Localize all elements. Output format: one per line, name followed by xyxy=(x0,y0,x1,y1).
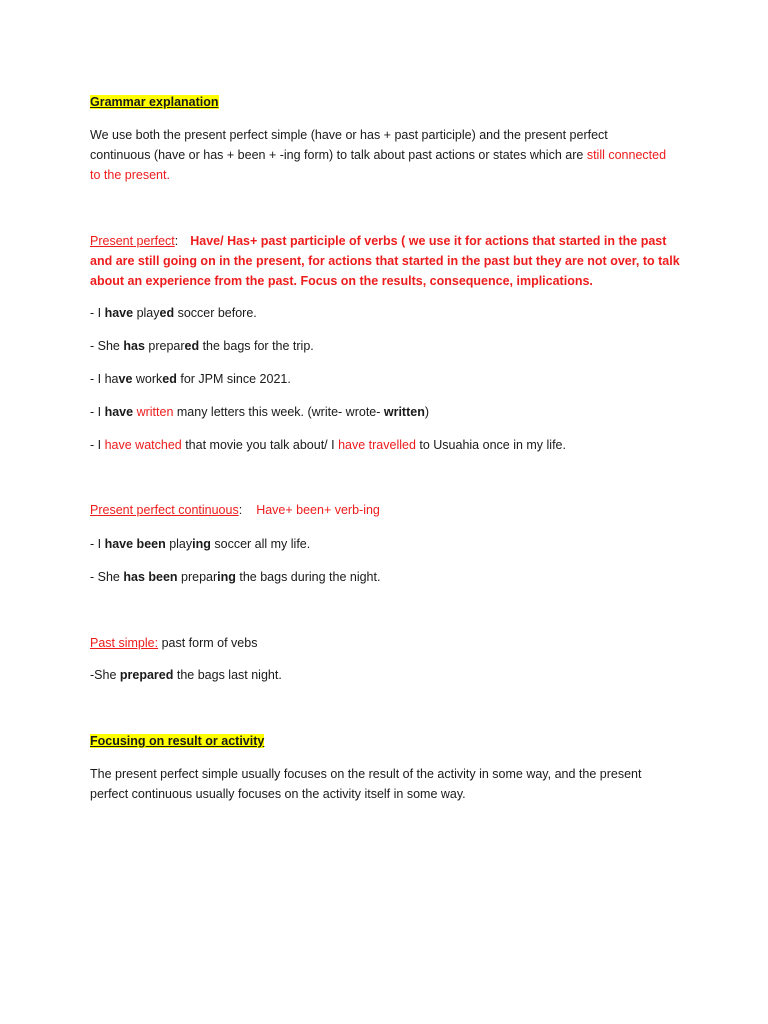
text: to Usuahia once in my life. xyxy=(415,438,566,452)
text: the bags last night. xyxy=(173,668,282,682)
text: - She xyxy=(90,339,124,353)
ppc-example-1 xyxy=(90,534,310,554)
text: soccer all my life. xyxy=(210,537,311,551)
present-perfect-continuous-definition xyxy=(90,500,380,520)
text: - I xyxy=(90,438,105,452)
aux-verb: has xyxy=(123,339,145,353)
intro-line-3: to the present. xyxy=(90,168,170,182)
suffix: ed xyxy=(159,306,175,320)
heading-text: Focusing on result or activity xyxy=(90,734,265,748)
text: -She xyxy=(90,668,120,682)
intro-text: continuous (have or has + been + -ing form) to talk about past actions or states which are xyxy=(90,148,587,162)
participle-bold: written xyxy=(383,405,425,419)
heading-grammar-explanation xyxy=(90,92,219,112)
text: that movie you talk about/ I xyxy=(181,438,339,452)
text: - I ha xyxy=(90,372,119,386)
text: - She xyxy=(90,570,124,584)
text: many letters this week. (write- wrote- xyxy=(173,405,384,419)
suffix: ed xyxy=(184,339,200,353)
aux-verb: ve xyxy=(118,372,133,386)
colon: : xyxy=(174,234,179,248)
present-perfect-definition-3: about an experience from the past. Focus on the results, consequence, implications. xyxy=(90,274,593,288)
past-simple-label: Past simple: xyxy=(90,636,159,650)
ppc-def: Have+ been+ verb-ing xyxy=(256,503,380,517)
pp-example-4 xyxy=(90,402,429,422)
ppc-example-2 xyxy=(90,567,380,587)
past-simple-example xyxy=(90,665,282,685)
present-perfect-label: Present perfect xyxy=(90,234,175,248)
present-perfect-def: Have/ Has+ past participle of verbs ( we use it for actions that started in the past xyxy=(190,234,667,248)
focus-line-2: perfect continuous usually focuses on the activity itself in some way. xyxy=(90,787,466,801)
text: for JPM since 2021. xyxy=(176,372,291,386)
text: - I xyxy=(90,306,105,320)
past-simple-definition xyxy=(90,633,257,653)
aux-verb: have xyxy=(104,306,134,320)
suffix: ing xyxy=(192,537,211,551)
text: play xyxy=(133,306,160,320)
text: prepar xyxy=(144,339,185,353)
text: soccer before. xyxy=(174,306,257,320)
text: prepar xyxy=(177,570,218,584)
pp-example-1 xyxy=(90,303,257,323)
intro-line-1: We use both the present perfect simple (have or has + past participle) and the present perfect xyxy=(90,128,608,142)
pp-example-3 xyxy=(90,369,291,389)
past-simple-def: past form of vebs xyxy=(158,636,258,650)
text: ) xyxy=(424,405,430,419)
text: the bags during the night. xyxy=(235,570,381,584)
suffix: ing xyxy=(217,570,236,584)
focus-line-1: The present perfect simple usually focuses on the result of the activity in some way, and the present xyxy=(90,767,642,781)
pp-example-5 xyxy=(90,435,566,455)
heading-focusing xyxy=(90,731,264,751)
intro-line-2 xyxy=(90,145,666,165)
aux-verb: has been xyxy=(123,570,178,584)
colon: : xyxy=(238,503,243,517)
heading-text: Grammar explanation xyxy=(90,95,219,109)
verb-phrase: have travelled xyxy=(338,438,416,452)
aux-verb: have xyxy=(104,405,134,419)
intro-highlight: still connected xyxy=(586,148,667,162)
present-perfect-definition-1 xyxy=(90,231,666,251)
ppc-label: Present perfect continuous xyxy=(90,503,239,517)
verb: prepared xyxy=(119,668,174,682)
participle: written xyxy=(136,405,174,419)
text: - I xyxy=(90,405,105,419)
pp-example-2 xyxy=(90,336,314,356)
suffix: ed xyxy=(162,372,177,386)
text: - I xyxy=(90,537,105,551)
text: the bags for the trip. xyxy=(199,339,314,353)
text: play xyxy=(165,537,193,551)
text: work xyxy=(132,372,163,386)
aux-verb: have been xyxy=(104,537,166,551)
verb-phrase: have watched xyxy=(104,438,182,452)
present-perfect-definition-2: and are still going on in the present, for actions that started in the past but they are not over, to talk xyxy=(90,254,680,268)
